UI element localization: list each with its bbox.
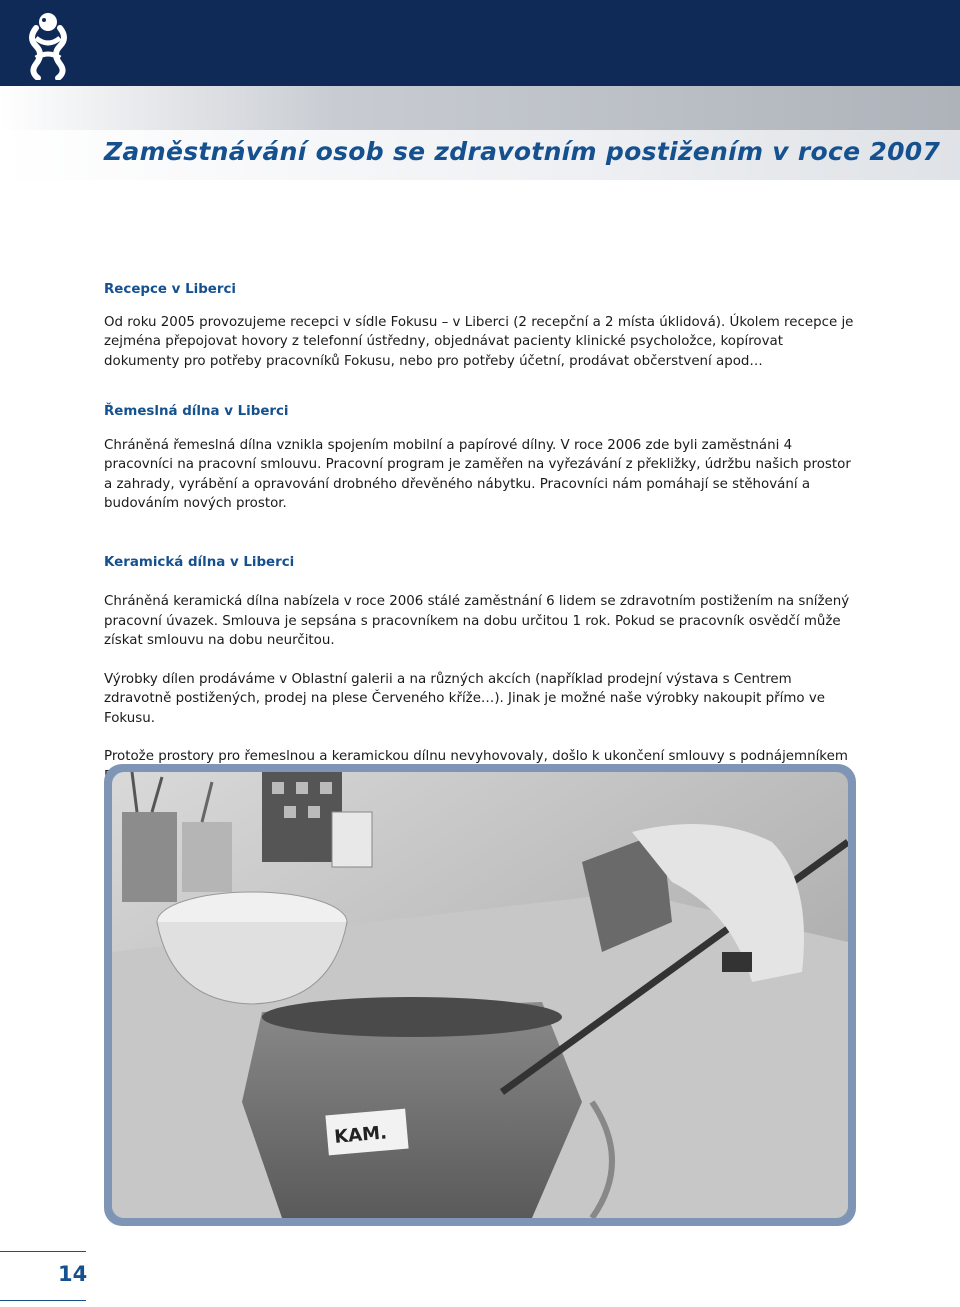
section-heading-keramicka: Keramická dílna v Liberci	[104, 554, 295, 570]
paragraph-recepce: Od roku 2005 provozujeme recepci v sídle Fokusu – v Liberci (2 recepční a 2 místa úklidová). Úkolem recepce je zejména přepojovat hovory z telefonní ústředny, objednávat pacienty klinické psycholožce, kopírovat dokumenty pro potřeby pracovníků Fokusu, nebo pro potřeby účetní, prodávat občerstvení apod…	[104, 314, 854, 369]
fokus-logo-icon	[22, 8, 74, 80]
paragraph-keramicka-1: Chráněná keramická dílna nabízela v roce 2006 stálé zaměstnání 6 lidem se zdravotním postižením na snížený pracovní úvazek. Smlouva je sepsána s pracovníkem na dobu určitou 1 rok. Pokud se pracovník osvědčí může získat smlouvu na dobu neurčitou.	[104, 594, 850, 648]
main-content	[104, 280, 860, 806]
top-header-bar	[0, 0, 960, 86]
paragraph-keramicka-2: Výrobky dílen prodáváme v Oblastní galerii a na různých akcích (například prodejní výstava s Centrem zdravotně postižených, prodej na plese Červeného kříže…). Jinak je možné naše výrobky nakoupit přímo ve Fokusu.	[104, 671, 826, 726]
tub-label: KAM.	[333, 1122, 388, 1148]
workshop-photo-frame	[104, 764, 856, 1226]
section-heading-remeslna: Řemeslná dílna v Liberci	[104, 404, 289, 419]
section-heading-recepce: Recepce v Liberci	[104, 282, 236, 297]
page-number-rule-top	[0, 1251, 86, 1252]
page-title: Zaměstnávání osob se zdravotním postižením v roce 2007	[104, 137, 941, 166]
header-grey-band	[0, 86, 960, 130]
workshop-photo	[112, 772, 848, 1218]
paragraph-keramicka-3: Protože prostory pro řemeslnou a keramickou dílnu nevyhovovaly, došlo k ukončení smlouvy s podnájemníkem	[104, 749, 848, 764]
page-number: 14	[58, 1262, 88, 1286]
paragraph-remeslna: Chráněná řemeslná dílna vznikla spojením mobilní a papírové dílny. V roce 2006 zde byli zaměstnáni 4 pracovníci na pracovní smlouvu. Pracovní program je zaměřen na vyřezávání z překližky, údržbu našich prostor a zahrady, vyrábění a opravování drobného dřevěného nábytku. Pracovníci nám pomáhají se stěhování a budováním nových prostor.	[104, 437, 851, 511]
page-number-rule-bottom	[0, 1300, 86, 1301]
